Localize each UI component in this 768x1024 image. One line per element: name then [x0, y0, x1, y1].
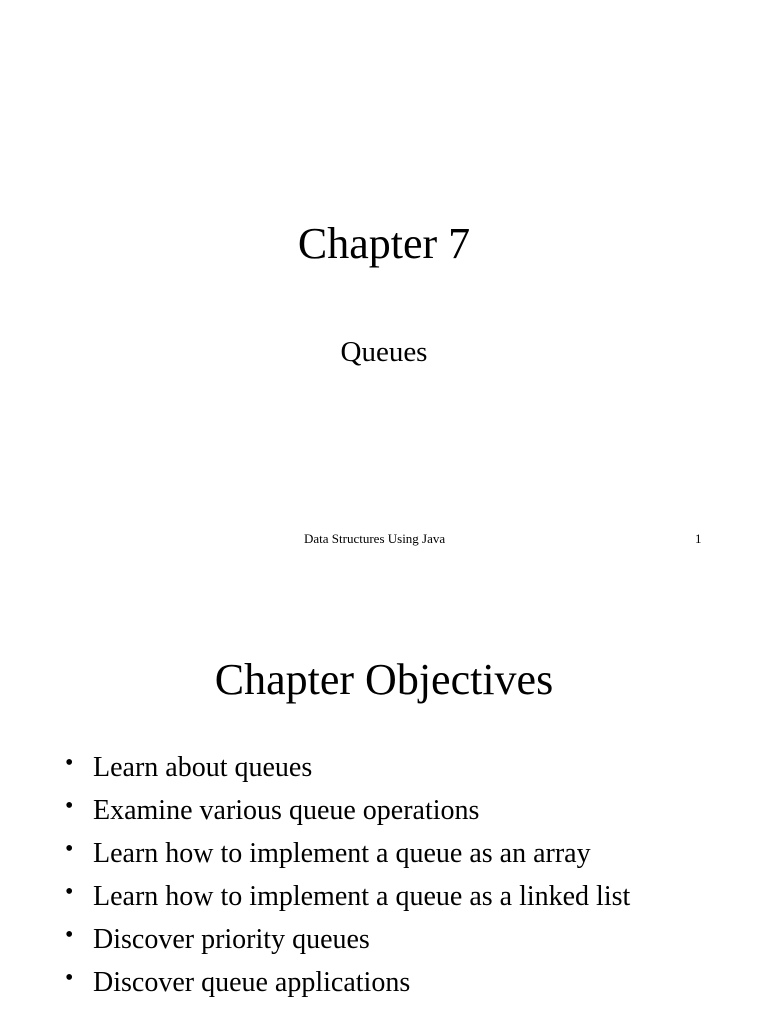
bullet-icon: •	[65, 793, 74, 819]
list-item	[0, 789, 768, 832]
objective-text: Learn about queues	[93, 752, 313, 783]
list-item	[0, 875, 768, 918]
objective-text: Learn how to implement a queue as an array	[93, 838, 591, 869]
objective-text: Discover priority queues	[93, 924, 370, 955]
bullet-icon: •	[65, 879, 74, 905]
objective-text: Discover queue applications	[93, 967, 411, 998]
objective-text: Examine various queue operations	[93, 795, 480, 826]
chapter-subtitle: Queues	[340, 336, 428, 368]
list-item	[0, 918, 768, 961]
slide-footer: Data Structures Using Java	[304, 531, 446, 546]
bullet-icon: •	[65, 965, 74, 991]
bullet-icon: •	[65, 750, 74, 776]
list-item	[0, 961, 768, 1004]
list-item	[0, 746, 768, 789]
chapter-title: Chapter 7	[297, 219, 471, 268]
page-number: 1	[695, 531, 702, 546]
list-item	[0, 832, 768, 875]
objectives-title: Chapter Objectives	[214, 655, 554, 704]
objectives-slide	[0, 576, 768, 1024]
objectives-list	[0, 746, 768, 1004]
objective-text: Learn how to implement a queue as a linked list	[93, 881, 631, 912]
bullet-icon: •	[65, 836, 74, 862]
bullet-icon: •	[65, 922, 74, 948]
